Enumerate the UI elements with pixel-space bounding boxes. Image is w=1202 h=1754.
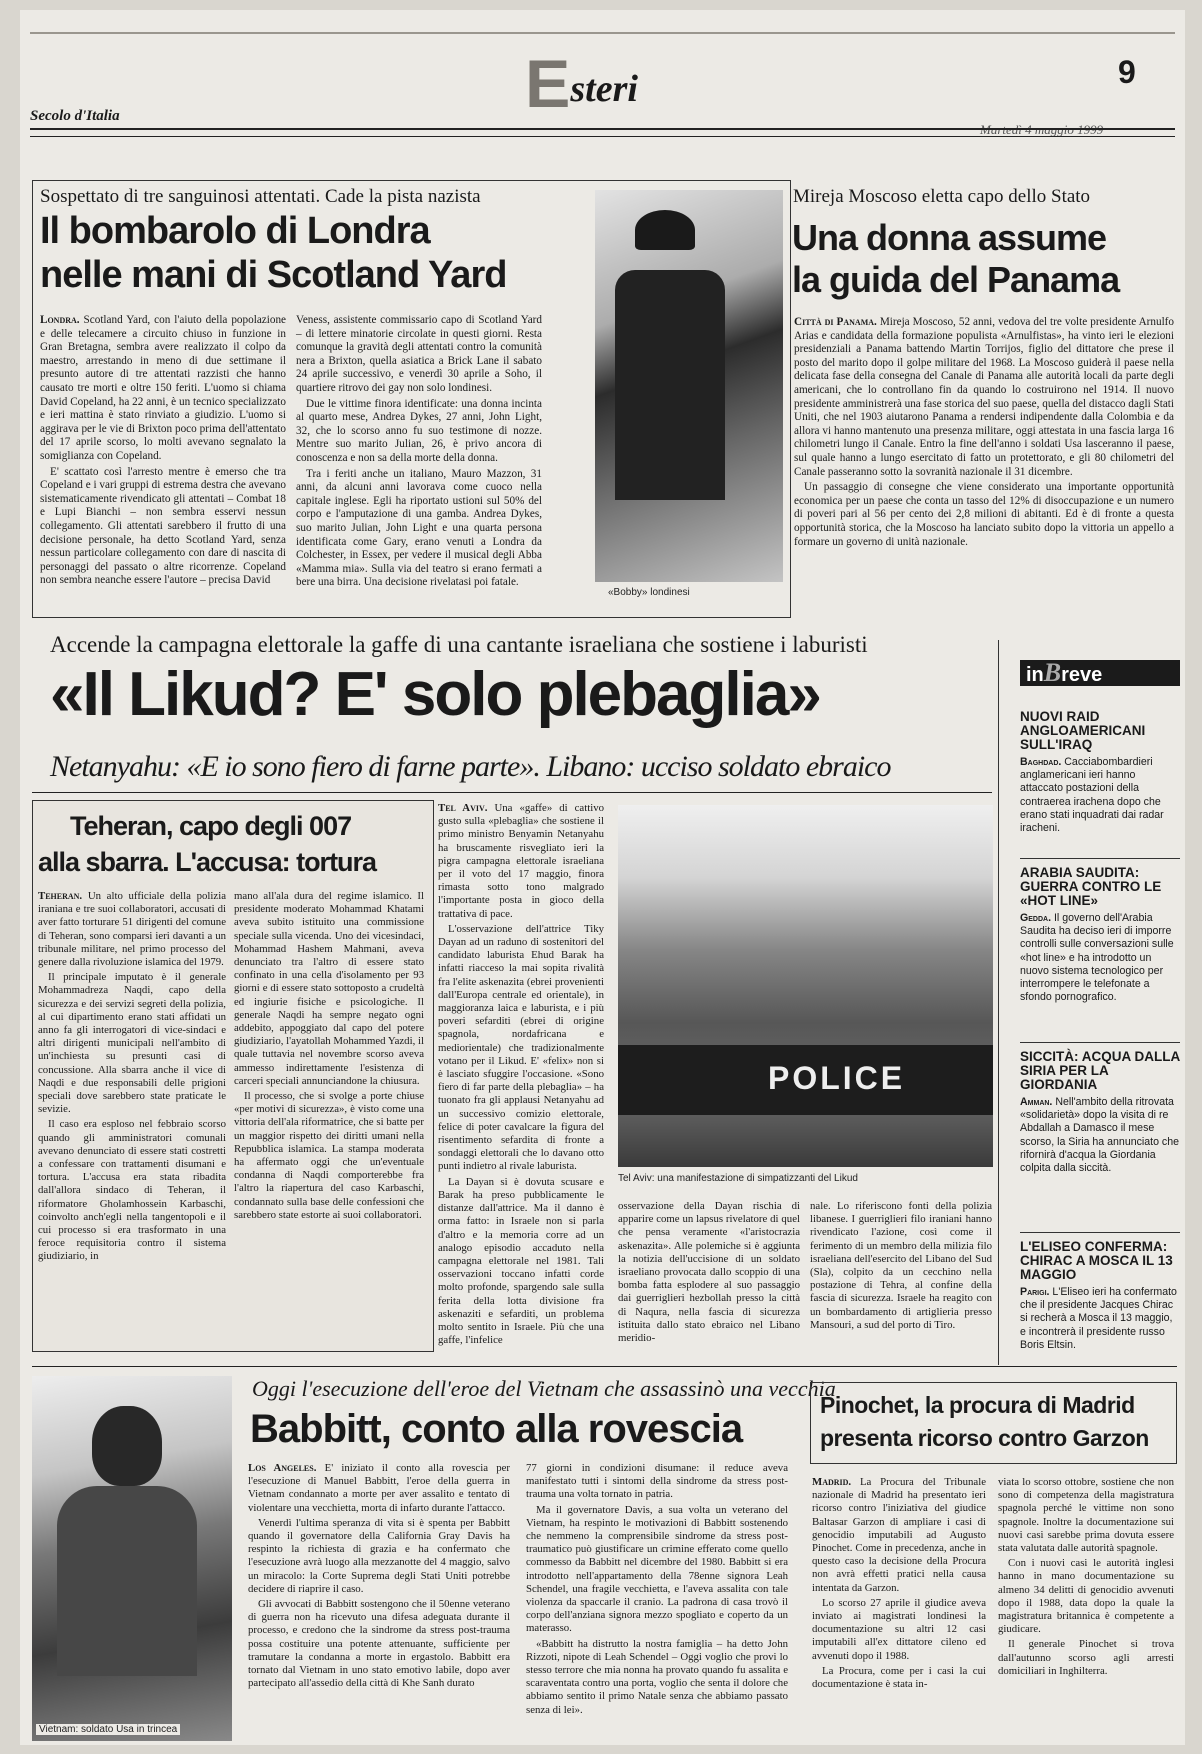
babbitt-text-4: 77 giorni in condizioni disumane: il reduce aveva manifestato tutti i sintomi della sindrome da stress post-trauma una volta tornato in patria.: [526, 1462, 788, 1501]
breve-item-4: [1020, 1240, 1180, 1352]
babbitt-dateline: Los Angeles.: [248, 1462, 317, 1474]
israel-col-1: [438, 802, 604, 1349]
breve-b: B: [1043, 658, 1062, 687]
pinochet-text-1: La Procura del Tribunale nazionale di Madrid ha presentato ieri ricorso contro l'iniziativa del giudice Baltasar Garzon di ampliare i casi di genocidio imputabili ad Augusto Pinochet. Come in precedenza, anche in questo caso la decisione della Procura non avrà effetti pratici nella causa intentata da Garzon.: [812, 1476, 986, 1594]
helmet-shape: [635, 210, 695, 250]
newspaper-page: [20, 10, 1185, 1745]
panama-headline-1: Una donna assume: [792, 217, 1107, 258]
israel-col-2: [618, 1200, 800, 1347]
breve-sep-2: [1020, 1042, 1180, 1043]
breve-item-2: [1020, 866, 1180, 1004]
israel-col-3: [810, 1200, 992, 1334]
breve-text-1: Cacciabombardieri anglamericani ieri hanno attaccato postazioni della contraerea irachena dopo che erano stati inquadrati dai radar iracheni.: [1020, 756, 1164, 835]
breve-rest: reve: [1061, 664, 1103, 686]
babbitt-text-2: Venerdì l'ultima speranza di vita si è spenta per Babbitt quando il governatore della California Gray Davis ha respinto la richiesta di grazia e ha confermato che l'esecuzione avrà luogo alla mezzanotte del 4 maggio, salvo un miracolo: la Corte Suprema degli Stati Uniti potrebbe decidere di riaprire il caso.: [248, 1516, 510, 1595]
breve-title-4: L'ELISEO CONFERMA: CHIRAC A MOSCA IL 13 MAGGIO: [1020, 1239, 1173, 1282]
israel-rule: [32, 792, 992, 793]
london-photo-caption: «Bobby» londinesi: [608, 587, 690, 598]
teheran-headline-2: alla sbarra. L'accusa: tortura: [38, 847, 377, 877]
panama-body: [794, 316, 1174, 551]
officer-shape: [615, 270, 725, 500]
london-headline-1: Il bombarolo di Londra: [40, 210, 430, 252]
london-kicker: Sospettato di tre sanguinosi attentati. Cade la pista nazista: [40, 186, 481, 207]
israel-text-5: nale. Lo riferiscono fonti della polizia libanese. I guerriglieri filo iraniani hanno rivendicato l'azione, così come il ferimento di un membro della milizia filo israeliana dell'esercito del Libano del Sud (Sla), colpito da un cecchino nella postazione di Tehra, al confine della fascia di sicurezza. Israele ha reagito con un bombardamento di artiglieria presso Mansouri, a sud del porto di Tiro.: [810, 1200, 992, 1331]
teheran-col-2: [234, 890, 424, 1224]
teheran-text-2: Il principale imputato è il generale Mohammadreza Naqdi, capo della sicurezza e dei servizi segreti della polizia, al cui dipartimento erano stati affidati un anno fa gli interrogatori di vice-sindaci e altri dirigenti municipali nell'ambito di un'inchiesta su presunti casi di concussione. Alla sbarra anche il vice di Naqdi e due responsabili delle prigioni speciali dove sarebbero state praticate le sevizie.: [38, 971, 226, 1116]
london-col-2: [296, 314, 542, 592]
masthead-rule: [30, 128, 1175, 130]
breve-item-3: [1020, 1050, 1180, 1175]
london-text-2: E' scattato così l'arresto mentre è emerso che tra Copeland e i vari gruppi di estrema destra che avevano sistematicamente rivendicato gli attentati – Combat 18 e Lupi Bianchi – non sembra esservi nessun collegamento. Gli attentati sarebbero il frutto di una decisione personale, ha detto Scotland Yard, senza nessun particolare collegamento con dare di nascita di personaggi del passato o altre ricorrenze. Copeland non sembra neanche essere l'autore – precisa David: [40, 465, 286, 587]
babbitt-text-3: Gli avvocati di Babbitt sostengono che il 50enne veterano di guerra non ha ricevuto una difesa adeguata durante il processo, e credono che la sindrome da stress post-trauma possa costituire una potente attenuante, sufficiente per tramutare la condanna a morte in ergastolo. Babbitt era tornato dal Vietnam in uno stato emotivo labile, dopo aver partecipato all'assedio della città di Khe Sanh durato: [248, 1598, 510, 1690]
pinochet-text-4: viata lo scorso ottobre, sostiene che non sono di competenza della magistratura spagnola perché le vittime non sono spagnole. Inoltre la documentazione sui nuovi casi sarebbe prima dovuta essere stata valutata dalle autorità spagnole.: [998, 1476, 1174, 1555]
breve-item-1: [1020, 710, 1180, 835]
vietnam-soldier-photo: [32, 1376, 232, 1741]
london-text-3: Veness, assistente commissario capo di Scotland Yard – di lettere minatorie circolate in questi giorni. Resta comunque la gravità degli attentati contro la comunità nera a Brixton, quella asiatica a Brick Lane il sabato 24 aprile successivo, e venerdì 30 aprile a Soho, il quartiere ritrovo dei gay non solo londinesi.: [296, 314, 542, 394]
teheran-text-5: Il processo, che si svolge a porte chiuse «per motivi di sicurezza», è visto come una vittoria dell'ala riformatrice, che si batte per un maggior rispetto dei diritti umani nella Repubblica islamica. La stampa moderata ha affermato oggi che un'eventuale condanna di Naqdi comporterebbe fra l'altro la riapertura del caso Karbaschi, condannato sulla base delle confessioni che sarebbero state estorte ai suoi collaboratori.: [234, 1090, 424, 1221]
london-text-1: Scotland Yard, con l'aiuto della popolazione e delle telecamere a circuito chiuso in funzione in Gran Bretagna, sembra avere realizzato il colpo da maestro, arrestando in meno di due settimane il presunto autore di tre attentati razzisti che hanno causato tre morti e oltre 150 feriti. L'uomo si chiama David Copeland, ha 22 anni, è un tecnico specializzato e ieri mattina è stato rinviato a giudizio. L'uomo si aggirava per le vie di Brixton poco prima dell'attentato del 17 aprile scorso, lo molti avevano segnalato la somiglianza con Copeland.: [40, 314, 287, 462]
breve-dateline-4: Parigi.: [1020, 1286, 1050, 1298]
top-rule: [30, 32, 1175, 34]
israel-text-4: osservazione della Dayan rischia di apparire come un lapsus rivelatore di quel che pensa veramente «l'aristocrazia askenazita». Alle polemiche si è aggiunta la notizia dell'uccisione di un soldato israeliano provocata dallo scoppio di una bomba fatta esplodere al suo passaggio dai guerriglieri hezbollah presso la città di Naqura, nella fascia di sicurezza istituita dallo stato ebraico nel Libano meridio-: [618, 1200, 800, 1345]
soldier-body-shape: [57, 1486, 197, 1676]
israel-kicker: Accende la campagna elettorale la gaffe di una cantante israeliana che sostiene i laburisti: [50, 632, 868, 657]
babbitt-text-5: Ma il governatore Davis, a sua volta un veterano del Vietnam, ha respinto le motivazioni di Babbitt sostenendo che nemmeno la comprensibile sindrome da stress post-traumatico può giustificare un crimine efferato come quello commesso da Babbitt nel dicembre del 1980. Babbitt si era introdotto nell'appartamento della 78enne signora Leah Schendel, una fragile vecchietta, e l'aveva assalita con tale violenza da spaccarle il cranio. La padrona di casa trovò il corpo dell'anziana signora mezzo spogliato e coperto da un materasso.: [526, 1503, 788, 1635]
teheran-text-4: mano all'ala dura del regime islamico. Il presidente moderato Mohammad Khatami aveva subito istituito una commissione speciale sulla vicenda. Uno dei vicesindaci, Mohammad Hashem Mahmani, aveva denunciato tra l'altro di essere stato confinato in una cella d'isolamento per 93 giorni e di essere stato sottoposto a crudeltà ed ingiurie fisiche e psicologiche. Il generale Naqdi ha sempre negato ogni addebito, appoggiato dal capo del potere giudiziario, l'ayatollah Mohammed Yazdi, il quale tuttavia nel novembre scorso aveva ammesso indirettamente l'esistenza di carceri speciali annunciandone la chiusura.: [234, 890, 424, 1087]
israel-dateline: Tel Aviv.: [438, 802, 488, 814]
section-title: [525, 46, 638, 122]
london-col-1: [40, 314, 286, 590]
pinochet-col-1: [812, 1476, 986, 1693]
breve-text-2: Il governo dell'Arabia Saudita ha deciso ieri di imporre controlli sulle conversazioni sulle «hot line» e ha introdotto un nuovo sistema tecnologico per interrompere le telefonate a sfondo pornografico.: [1020, 912, 1174, 1004]
paper-name: Secolo d'Italia: [30, 108, 120, 124]
babbitt-text-6: «Babbitt ha distrutto la nostra famiglia – ha detto John Rizzoti, nipote di Leah Schendel – Oggi voglio che provi lo stesso terrore che mia nonna ha provato quando fu assalita e scaraventata contro una porta, voglio che senta il dolore che abbiamo sentito il primo Natale senza che abbiamo passato senza di lei».: [526, 1637, 788, 1716]
israel-text-2: L'osservazione dell'attrice Tiky Dayan ad un raduno di sostenitori del candidato laburista Ehud Barak ha infatti riacceso la mai sopita rivalità fra l'elite askenazita (ebrei provenienti dall'Europa centrale ed orientale), in maggioranza laica e laburista, e i più poveri sefarditi (ebrei di origine spagnola, nordafricana e mediorientale) che tradizionalmente votano per il Likud. E' «felix» non si è lasciato sfuggire l'occasione. «Sono fiero di far parte della plebaglia» – ha tuonato fra gli applausi Netanyahu ad un successivo comizio elettorale, felice di poter cavalcare la figura del risentimento sefardita di fronte a sondaggi elettorali che lo davano otto punti indietro al rivale laburista.: [438, 922, 604, 1173]
bobby-photo: [595, 190, 783, 582]
pinochet-dateline: Madrid.: [812, 1476, 852, 1488]
babbitt-col-1: [248, 1462, 510, 1692]
israel-text-3: La Dayan si è dovuta scusare e Barak ha preso pubblicamente le distanze dall'attrice. Ma il danno è orma fatto: in Israele non si parla d'altro e la memoria corre ad un analogo episodio accaduto nella campagna elettorale nel 1981. Tali osservazioni toccano infatti corde molto profonde, spargendo sale sulla ferita della lotta divisione fra askenaziti e sefarditi, un problema molto sentito in Israele. Più che una gaffe, l'infelice: [438, 1175, 604, 1347]
likud-rally-photo: [618, 805, 993, 1167]
teheran-headline-1: Teheran, capo degli 007: [70, 811, 352, 841]
london-headline-2: nelle mani di Scotland Yard: [40, 254, 507, 296]
soldier-head-shape: [92, 1406, 162, 1486]
police-text: POLICE: [768, 1060, 906, 1096]
teheran-text-1: Un alto ufficiale della polizia iraniana e tre suoi collaboratori, accusati di aver fatto torturare 51 dirigenti del comune di Teheran, sono comparsi ieri davanti a un tribunale militare, nel primo processo del genere dalla rivoluzione islamica del 1979.: [38, 890, 226, 969]
breve-sep-1: [1020, 858, 1180, 859]
london-text-5: Tra i feriti anche un italiano, Mauro Mazzon, 31 anni, da alcuni anni lavorava come cuoco nella capitale inglese. Egli ha riportato ustioni sul 50% del corpo e l'amputazione di una gamba. Andrea Dykes, suo marito Julian, John Light e una quarta persona identificata come Gary, erano venuti a Londra da Colchester, in Essex, per vedere il musical degli Abba «Mamma mia». Sulla via del teatro si erano fermati a bere una birra. Una decisione rivelatasi poi fatale.: [296, 467, 542, 589]
teheran-text-3: Il caso era esploso nel febbraio scorso quando gli amministratori comunali avevano denunciato di essere stati costretti a confessare con trattamenti disumani e tortura. L'accusa era stata ribadita dall'allora sindaco di Teheran, il riformatore Gholamhossein Karbaschi, coinvolto anch'egli nella tangentopoli e il cui processo si era trasformato in una feroce requisitoria contro il sistema giudiziario, in: [38, 1118, 226, 1263]
pinochet-text-2: Lo scorso 27 aprile il giudice aveva inviato ai magistrati londinesi la documentazione su altri 12 casi imputabili all'ex dittatore cileno ed avvenuti dopo il 1988.: [812, 1596, 986, 1662]
panama-text-2: Un passaggio di consegne che viene considerato una importante opportunità economica per un paese che conta un tasso del 12% di disoccupazione e un numero di poveri pari al 56 per cento dei 2,8 milioni di abitanti. Ed è di fronte a questa opportunità storica, che la Moscoso ha lanciato subito dopo la vittoria un appello a formare un governo di unità nazionale.: [794, 481, 1174, 548]
panama-text-1: Mireja Moscoso, 52 anni, vedova del tre volte presidente Arnulfo Arias e candidata della formazione populista «Arnulfistas», ha vinto ieri le elezioni presidenziali a Panama battendo Martin Torrijos, figlio del dittatore che prese il posto del marito dopo il golpe militare del 1968. La Moscoso guiderà il paese nella delicata fase della consegna del Canale di Panama alle autorità locali da parte degli americani, che lo controllano fin da quando lo costruirono nel 1914. Il nuovo presidente amministrerà una fase storica del suo paese, quella del distacco dagli Stati Uniti, che nel 1903 aiutarono Panama a rendersi indipendente dalla Colombia e da allora vi hanno mantenuto una presenza militare, oggi attestata in una fascia larga 16 chilometri lungo il Canale. Entro la fine dell'anno i soldati Usa lasceranno il paese, sul quale hanno a lungo esercitato di fatto un protettorato, e gli 80 chilometri del Canale passeranno sotto la sovranità nazionale il 31 dicembre.: [794, 316, 1174, 478]
breve-title-1: NUOVI RAID ANGLOAMERICANI SULL'IRAQ: [1020, 709, 1146, 752]
london-text-4: Due le vittime finora identificate: una donna incinta al quarto mese, Andrea Dykes, 27 anni, John Light, 32, che lo scorso anno fu suo testimone di nozze. Mentre suo marito Julian, 26, è privo ancora di conoscenza e non sa della morte della donna.: [296, 397, 542, 464]
section-initial: E: [525, 46, 571, 122]
teheran-col-1: [38, 890, 226, 1266]
page-number: 9: [1118, 54, 1136, 90]
pinochet-text-6: Il generale Pinochet si trova dall'autunno scorso agli arresti domiciliari in Inghilterra.: [998, 1638, 1174, 1677]
breve-dateline-1: Baghdad.: [1020, 756, 1062, 768]
section-name: steri: [570, 68, 638, 110]
pinochet-text-3: La Procura, come per i casi la cui documentazione è stata in-: [812, 1664, 986, 1691]
breve-sep-3: [1020, 1232, 1180, 1233]
babbitt-headline: Babbitt, conto alla rovescia: [250, 1407, 743, 1451]
pinochet-headline-1: Pinochet, la procura di Madrid: [820, 1392, 1135, 1418]
breve-divider: [998, 640, 999, 1365]
israel-photo-caption: Tel Aviv: una manifestazione di simpatizzanti del Likud: [618, 1173, 858, 1184]
babbitt-col-2: [526, 1462, 788, 1719]
breve-in: in: [1026, 664, 1044, 686]
babbitt-kicker: Oggi l'esecuzione dell'eroe del Vietnam che assassinò una vecchia: [252, 1376, 836, 1401]
breve-title-3: SICCITÀ: ACQUA DALLA SIRIA PER LA GIORDANIA: [1020, 1049, 1180, 1092]
london-dateline: Londra.: [40, 314, 80, 326]
babbitt-photo-caption: Vietnam: soldato Usa in trincea: [36, 1724, 180, 1735]
pinochet-headline-2: presenta ricorso contro Garzon: [820, 1425, 1149, 1451]
teheran-dateline: Teheran.: [38, 890, 83, 902]
breve-title-2: ARABIA SAUDITA: GUERRA CONTRO LE «HOT LINE»: [1020, 865, 1162, 908]
breve-dateline-2: Gedda.: [1020, 912, 1052, 924]
israel-headline: «Il Likud? E' solo plebaglia»: [50, 660, 820, 729]
panama-kicker: Mireja Moscoso eletta capo dello Stato: [793, 186, 1091, 207]
masthead-rule-thin: [30, 136, 1175, 137]
pinochet-text-5: Con i nuovi casi le autorità inglesi hanno in mano documentazione su almeno 34 delitti di genocidio avvenuti dopo il 1988, data dopo la quale la magistratura britannica è competente a giudicare.: [998, 1557, 1174, 1636]
breve-dateline-3: Amman.: [1020, 1096, 1053, 1108]
israel-text-1: Una «gaffe» di cattivo gusto sulla «plebaglia» che sostiene il primo ministro Benyamin Netanyahu ha bruscamente risvegliato ieri la pigra campagna elettorale israeliana per il voto del 17 maggio, finora rimasta sotto tono malgrado l'importante posta in gioco della trattativa di pace.: [438, 802, 604, 920]
breve-text-3: Nell'ambito della ritrovata «solidarietà» dopo la visita di re Abdallah a Damasco il mese scorso, la Siria ha annunciato che rifornirà d'acqua la Giordania colpita dalla siccità.: [1020, 1096, 1179, 1175]
breve-text-4: L'Eliseo ieri ha confermato che il presidente Jacques Chirac si recherà a Mosca il 13 maggio, e incontrerà il presidente russo Boris Eltsin.: [1020, 1286, 1177, 1351]
pinochet-col-2: [998, 1476, 1174, 1680]
panama-dateline: Città di Panama.: [794, 316, 877, 328]
israel-subhead: Netanyahu: «E io sono fiero di farne parte». Libano: ucciso soldato ebraico: [50, 750, 891, 783]
panama-headline-2: la guida del Panama: [792, 259, 1120, 300]
breve-header: [1020, 660, 1180, 686]
babbitt-text-1: E' iniziato il conto alla rovescia per l'esecuzione di Manuel Babbitt, l'eroe della guerra in Vietnam condannato a morte per aver assalito e tentato di violentare una vecchietta, morta di infarto durante l'attacco.: [248, 1462, 510, 1514]
lower-rule: [32, 1366, 1177, 1367]
